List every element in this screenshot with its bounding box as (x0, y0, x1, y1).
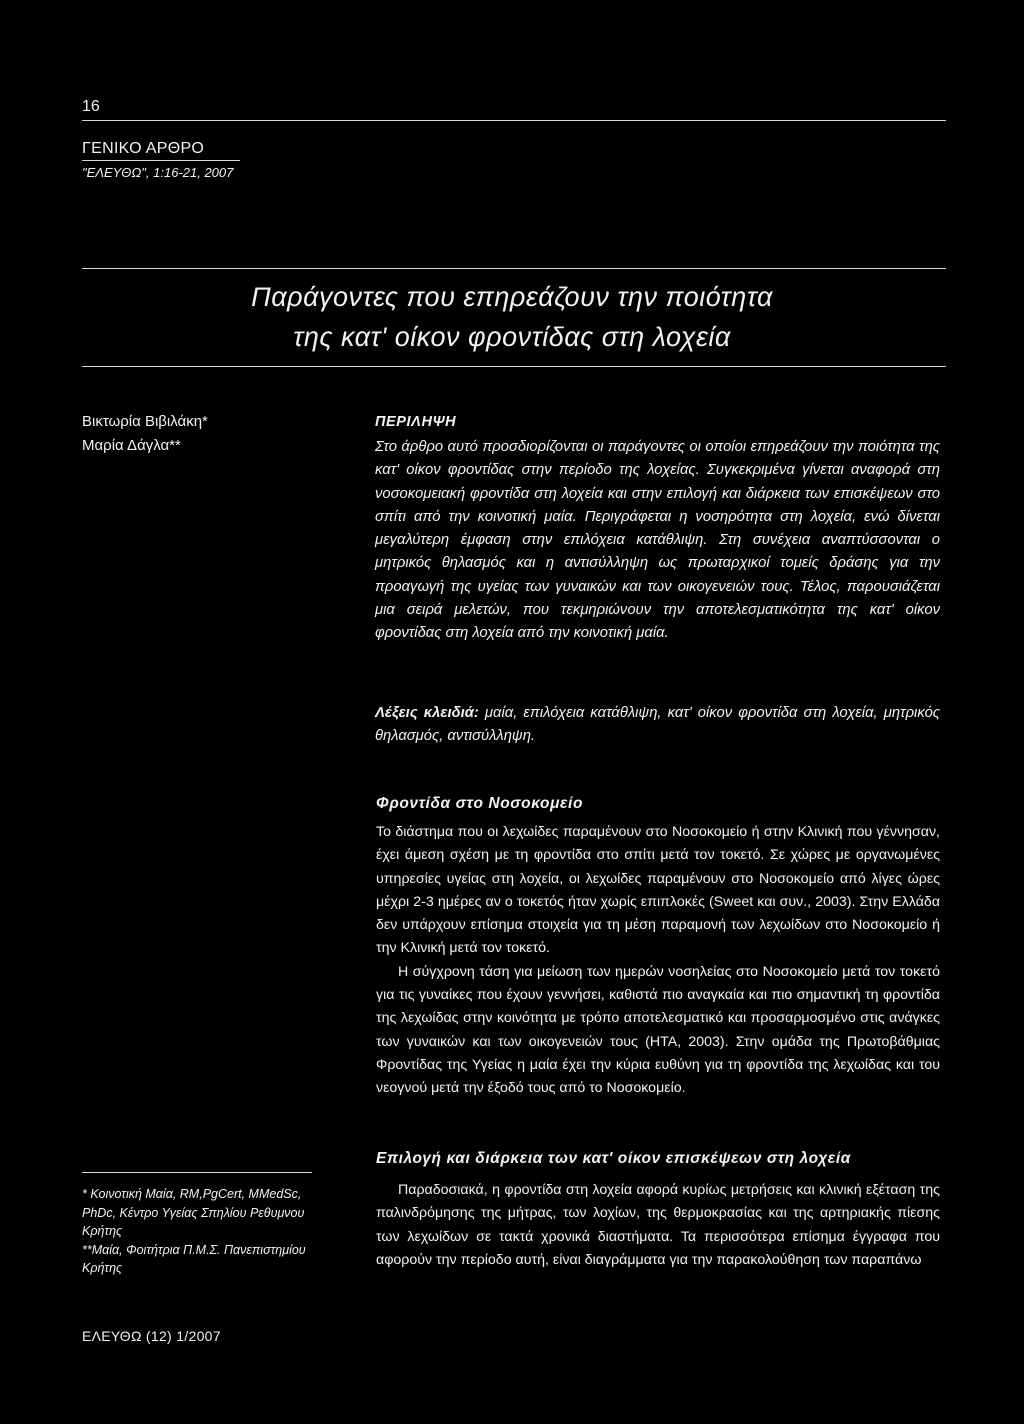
section-heading-home-visits: Επιλογή και διάρκεια των κατ' οίκον επισκέψεων στη λοχεία (376, 1150, 851, 1167)
keywords (375, 702, 940, 749)
abstract-text: Στο άρθρο αυτό προσδιορίζονται οι παράγοντες οι οποίοι επηρεάζουν την ποιότητα της κατ' οίκον φροντίδας στην περίοδο της λοχείας. Συγκεκριμένα γίνεται αναφορά στη νοσοκομειακή φροντίδα στη λοχεία και στην επιλογή και διάρκεια των επισκέψεων στο σπίτι από την κοινοτική μαία. Περιγράφεται η νοσηρότητα στη λοχεία, ενώ δίνεται μεγαλύτερη έμφαση στην επιλόχεια κατάθλιψη. Στη συνέχεια αναπτύσσονται ο μητρικός θηλασμός και η αντισύλληψη ως πρωταρχικοί τομείς δράσης για την προαγωγή της υγείας των γυναικών και των οικογενειών τους. Τέλος, παρουσιάζεται μια σειρά μελετών, που τεκμηριώνουν την αποτελεσματικότητα της κατ' οίκον φροντίδας στη λοχεία από την κοινοτική μαία. (375, 439, 940, 642)
top-rule (82, 120, 946, 121)
paragraph: Η σύγχρονη τάση για μείωση των ημερών νοσηλείας στο Νοσοκομείο μετά τον τοκετό για τις γυναίκες που έχουν γεννήσει, καθιστά πιο αναγκαία και πιο σημαντική τη φροντίδα της λεχωίδας στην κοινότητα με τρόπο αποτελεσματικό και προσαρμοσμένο στις ανάγκες των γυναικών και των οικογενειών τους (HTA, 2003). Στην ομάδα της Πρωτοβάθμιας Φροντίδας της Υγείας η μαία έχει την κύρια ευθύνη για τη φροντίδα της λεχωίδας και του νεογνού μετά την έξοδό τους από το Νοσοκομείο. (376, 963, 940, 1097)
author-2: Μαρία Δάγλα** (82, 437, 181, 454)
section-body-hospital-care (376, 821, 940, 1101)
authors (82, 410, 208, 458)
author-affiliations-footnote (82, 1172, 312, 1278)
title-top-rule (82, 268, 946, 269)
article-title-line-1: Παράγοντες που επηρεάζουν την ποιότητα (251, 282, 773, 312)
page-number: 16 (82, 98, 100, 115)
footnote-affiliation-1: * Κοινοτική Μαία, RM,PgCert, MMedSc, PhDc, Κέντρο Υγείας Σπηλίου Ρεθυμνου Κρήτης (82, 1187, 305, 1239)
footnote-affiliation-2: **Μαία, Φοιτήτρια Π.Μ.Σ. Πανεπιστημίου Κρήτης (82, 1242, 306, 1276)
paragraph: Παραδοσιακά, η φροντίδα στη λοχεία αφορά κυρίως μετρήσεις και κλινική εξέταση της παλινδρόμησης της μήτρας, των λοχίων, της θερμοκρασίας και της αρτηριακής πίεσης των λεχωίδων σε τακτά χρονικά διαστήματα. Τα περισσότερα επίσημα έγγραφα που αφορούν την περίοδο αυτή, είναι διαγράμματα για την παρακολούθηση των παραπάνω (376, 1182, 940, 1268)
section-underline (82, 160, 240, 161)
article-type-label: ΓΕΝΙΚΟ ΑΡΘΡΟ (82, 140, 205, 157)
keywords-text: μαία, επιλόχεια κατάθλιψη, κατ' οίκον φροντίδα στη λοχεία, μητρικός θηλασμός, αντισύλληψη. (375, 705, 940, 745)
abstract-heading: ΠΕΡΙΛΗΨΗ (375, 414, 457, 430)
journal-footer: ΕΛΕΥΘΩ (12) 1/2007 (82, 1328, 221, 1344)
journal-citation: "ΕΛΕΥΘΩ", 1:16-21, 2007 (82, 165, 234, 180)
section-body-home-visits (376, 1179, 940, 1272)
article-title-line-2: της κατ' οίκον φροντίδας στη λοχεία (293, 322, 731, 352)
title-bottom-rule (82, 366, 946, 367)
section-heading-hospital-care: Φροντίδα στο Νοσοκομείο (376, 795, 584, 812)
paragraph: Το διάστημα που οι λεχωίδες παραμένουν στο Νοσοκομείο ή στην Κλινική που γέννησαν, έχει άμεση σχέση με τη φροντίδα στο σπίτι μετά τον τοκετό. Σε χώρες με οργανωμένες υπηρεσίες υγείας στη λοχεία, οι λεχωίδες παραμένουν στο Νοσοκομείο από λίγες ώρες μέχρι 2-3 ημέρες αν ο τοκετός ήταν χωρίς επιπλοκές (Sweet και συν., 2003). Στην Ελλάδα δεν υπάρχουν επίσημα στοιχεία για τη μέση παραμονή των λεχωίδων στο Νοσοκομείο ή την Κλινική μετά τον τοκετό. (376, 824, 940, 957)
keywords-label: Λέξεις κλειδιά: (375, 705, 479, 721)
author-1: Βικτωρία Βιβιλάκη* (82, 413, 208, 430)
